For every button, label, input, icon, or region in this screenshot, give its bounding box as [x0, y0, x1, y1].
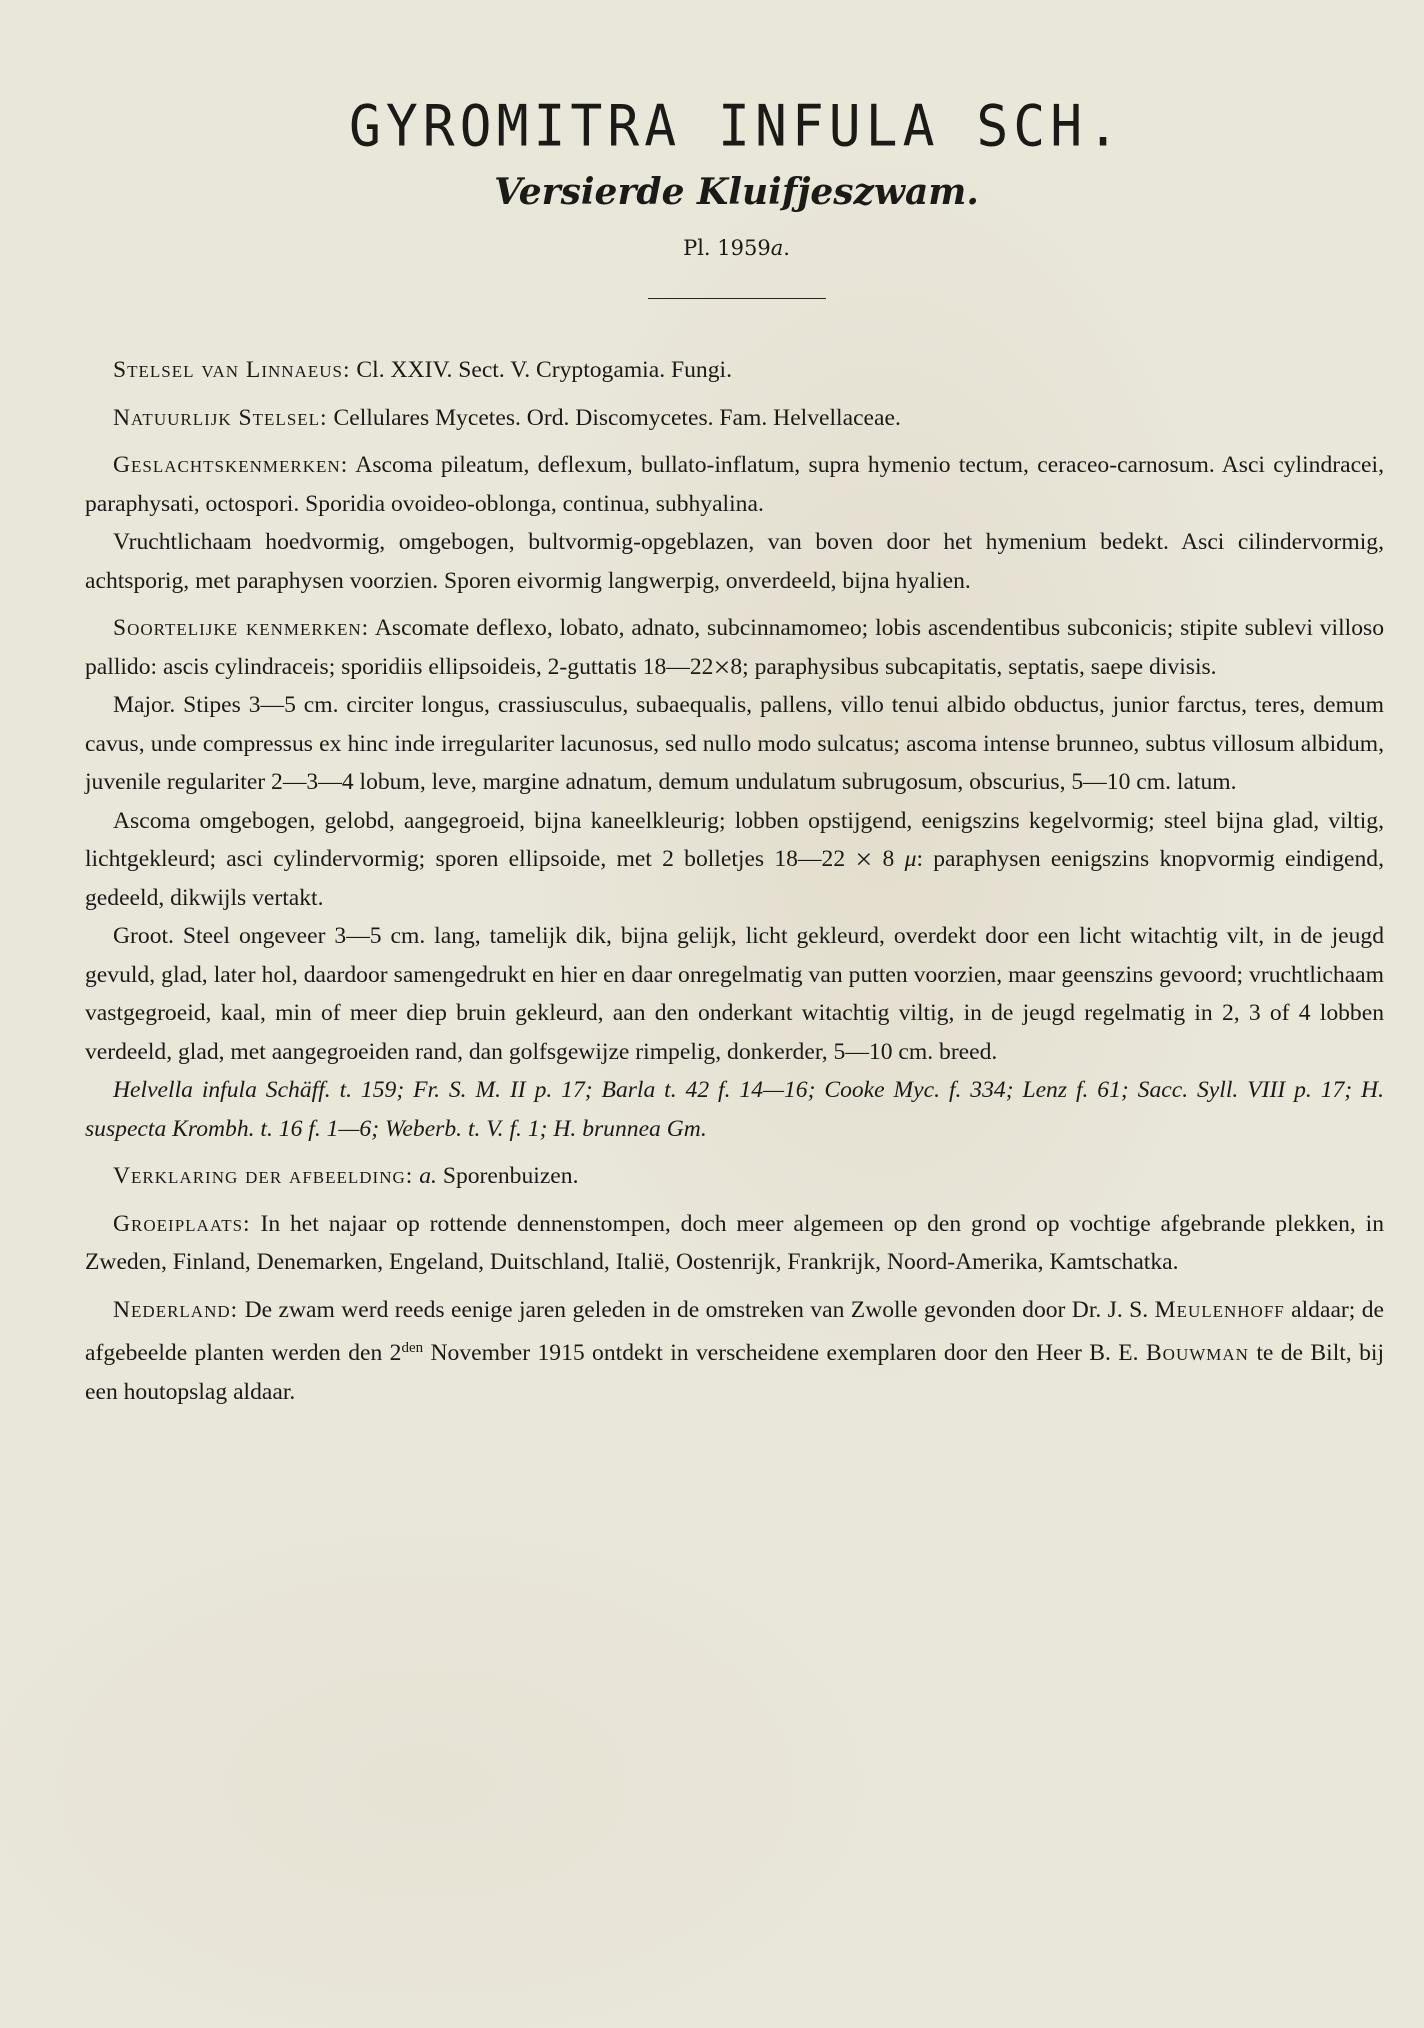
linnaeus-text: Cl. XXIV. Sect. V. Cryptogamia. Fungi. [356, 357, 732, 383]
plate-end: . [783, 236, 790, 260]
plate-number [89, 236, 1384, 260]
soort-text-a: Ascomate deflexo, lobato, adnato, subcinnamomeo; lobis ascendentibus subconicis; stipite sublevi villoso pallido: ascis cylindraceis; sporidiis ellipsoideis, 2-guttatis 18—22 [85, 615, 1384, 680]
section-groeiplaats [85, 1205, 1384, 1282]
header-divider [648, 298, 826, 299]
person-name-meulenhoff: Meulenhoff [1154, 1296, 1285, 1323]
times-symbol: × [713, 650, 731, 684]
mu-symbol: μ [904, 846, 917, 872]
page-subtitle: Versierde Kluifjeszwam. [494, 171, 979, 213]
person-name-bouwman: Bouwman [1145, 1340, 1249, 1366]
plate-prefix: Pl. 1959 [683, 236, 771, 260]
verklaring-letter: a. [419, 1163, 437, 1189]
section-groot: Groot. Steel ongeveer 3—5 cm. lang, tamelijk dik, bijna gelijk, licht gekleurd, overdekt door een licht witachtig vilt, in de jeugd gevuld, glad, later hol, daardoor samengedrukt en hier en daar onregelmatig van putten voorzien, maar geenszins gevoord; vruchtlichaam vastgegroeid, kaal, min of meer diep bruin gekleurd, aan den onderkant witachtig viltig, in de jeugd regelmatig in 2, 3 of 4 lobben verdeeld, glad, met aangegroeiden rand, dan golfsgewijze rimpelig, donkerder, 5—10 cm. breed. [85, 923, 1384, 1065]
header [89, 93, 1384, 299]
section-soort [85, 609, 1384, 686]
nederland-label: Nederland: [113, 1296, 239, 1323]
nederland-text-c: November 1915 ontdekt in verscheidene exemplaren door den Heer B. E. [430, 1340, 1139, 1366]
verklaring-label: Verklaring der afbeelding: [113, 1163, 414, 1189]
soort-text-b: 8; paraphysibus subcapitatis, septatis, saepe divisis. [730, 653, 1217, 680]
verklaring-text: Sporenbuizen. [442, 1163, 579, 1189]
nederland-text-b: aldaar; de afgebeelde planten werden den 2 [85, 1296, 1385, 1366]
linnaeus-label: Stelsel van Linnaeus: [113, 357, 351, 383]
natuurlijk-label: Natuurlijk Stelsel: [113, 404, 328, 431]
section-linnaeus [85, 351, 1384, 390]
groeiplaats-label: Groeiplaats: [113, 1210, 251, 1237]
page-title: GYROMITRA INFULA SCH. [348, 93, 1125, 160]
plate-suffix: a [770, 236, 784, 260]
soort-label: Soortelijke kenmerken: [113, 615, 370, 641]
times-symbol: × [855, 843, 873, 876]
section-references: Helvella infula Schäff. t. 159; Fr. S. M. II p. 17; Barla t. 42 f. 14—16; Cooke Myc. f. 334; Lenz f. 61; Sacc. Syll. VIII p. 17; H. suspecta Krombh. t. 16 f. 1—6; Weberb. t. V. f. 1; H. brunnea Gm. [85, 1077, 1384, 1142]
ascoma-text-b: 8 [882, 846, 895, 872]
nederland-text-d: te de Bilt, bij een houtopslag aldaar. [85, 1340, 1385, 1405]
section-natuurlijk [85, 399, 1384, 438]
section-ascoma [85, 802, 1384, 918]
nederland-text-a: De zwam werd reeds eenige jaren geleden in de omstreken van Zwolle gevonden door Dr. J. S. [244, 1296, 1149, 1323]
natuurlijk-text: Cellulares Mycetes. Ord. Discomycetes. Fam. Helvellaceae. [333, 404, 901, 431]
section-nederland [85, 1291, 1384, 1412]
section-vruchtlichaam: Vruchtlichaam hoedvormig, omgebogen, bultvormig-opgeblazen, van boven door het hymenium bedekt. Asci cilindervormig, achtsporig, met paraphysen voorzien. Sporen eivormig langwerpig, onverdeeld, bijna hyalien. [85, 529, 1384, 594]
geslacht-text: Ascoma pileatum, deflexum, bullato-inflatum, supra hymenio tectum, ceraceo-carnosum. Asci cylindracei, paraphysati, octospori. Sporidia ovoideo-oblonga, continua, subhyalina. [85, 452, 1384, 517]
document-body [85, 351, 1384, 1411]
date-superscript: den [401, 1340, 424, 1356]
ascoma-text-c: : paraphysen eenigszins knopvormig eindigend, gedeeld, dikwijls vertakt. [85, 846, 1384, 911]
section-geslacht [85, 446, 1384, 523]
groeiplaats-text: In het najaar op rottende dennenstompen, doch meer algemeen op den grond op vochtige afgebrande plekken, in Zweden, Finland, Denemarken, Engeland, Duitschland, Italië, Oostenrijk, Frankrijk, Noord-Amerika, Kamtschatka. [85, 1210, 1384, 1275]
section-verklaring [85, 1157, 1384, 1196]
geslacht-label: Geslachtskenmerken: [113, 452, 349, 478]
section-major: Major. Stipes 3—5 cm. circiter longus, crassiusculus, subaequalis, pallens, villo tenui albido obductus, junior farctus, teres, demum cavus, unde compressus ex hinc inde irregulariter lacunosus, sed nullo modo sulcatus; ascoma intense brunneo, subtus villosum albidum, juvenile regulariter 2—3—4 lobum, leve, margine adnatum, demum undulatum subrugosum, obscurius, 5—10 cm. latum. [85, 692, 1384, 795]
ascoma-text-a: Ascoma omgebogen, gelobd, aangegroeid, bijna kaneelkleurig; lobben opstijgend, eenigszins kegelvormig; steel bijna glad, viltig, lichtgekleurd; asci cylindervormig; sporen ellipsoide, met 2 bolletjes 18—22 [85, 807, 1384, 872]
